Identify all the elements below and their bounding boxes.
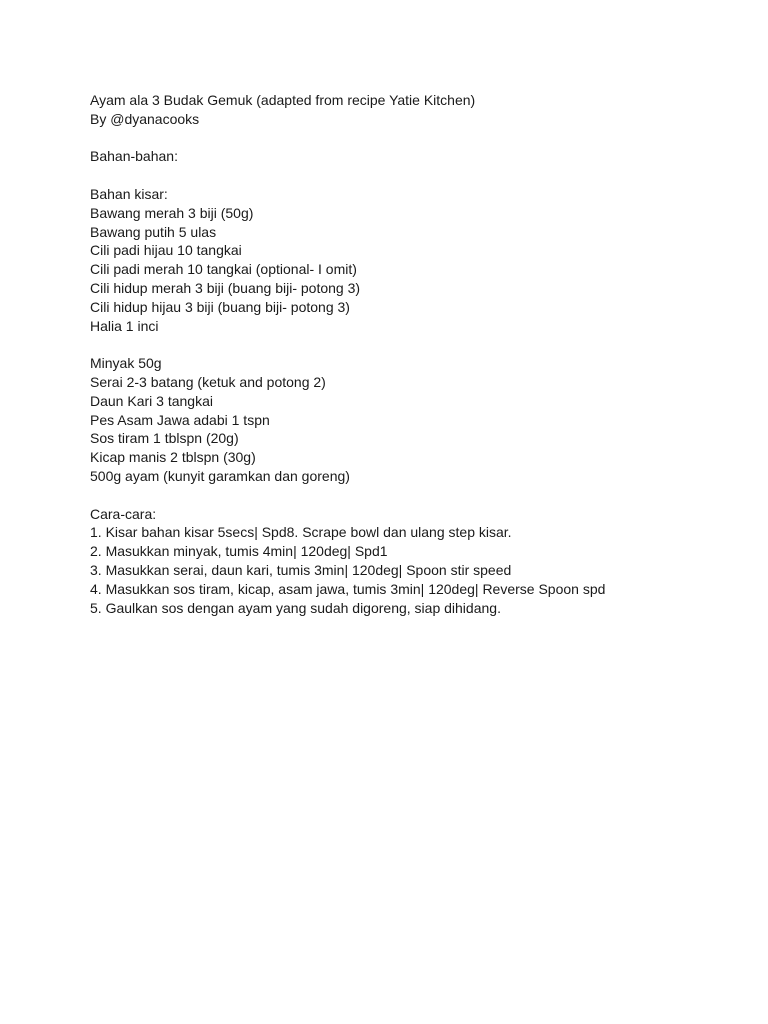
ingredient-item: Pes Asam Jawa adabi 1 tspn [90,411,270,428]
spacer [90,129,750,148]
blend-item: Bawang merah 3 biji (50g) [90,204,254,221]
blend-item: Cili hidup merah 3 biji (buang biji- potong 3) [90,279,361,296]
spacer [90,166,750,185]
method-heading: Cara-cara: [90,505,157,522]
spacer [90,335,750,354]
blend-item: Cili padi hijau 10 tangkai [90,242,242,259]
ingredient-item: Sos tiram 1 tblspn (20g) [90,430,239,447]
recipe-author: By @dyanacooks [90,110,200,127]
recipe-title: Ayam ala 3 Budak Gemuk (adapted from recipe Yatie Kitchen) [90,92,476,108]
ingredient-item: Minyak 50g [90,355,162,372]
recipe-document [90,91,750,617]
method-step: 4. Masukkan sos tiram, kicap, asam jawa, tumis 3min| 120deg| Reverse Spoon spd [90,580,606,597]
blend-heading: Bahan kisar: [90,185,168,202]
blend-item: Cili padi merah 10 tangkai (optional- I omit) [90,261,357,278]
blend-item: Bawang putih 5 ulas [90,223,217,240]
blend-item: Cili hidup hijau 3 biji (buang biji- potong 3) [90,298,350,315]
blend-item: Halia 1 inci [90,317,159,334]
method-step: 1. Kisar bahan kisar 5secs| Spd8. Scrape bowl dan ulang step kisar. [90,524,512,541]
method-step: 5. Gaulkan sos dengan ayam yang sudah digoreng, siap dihidang. [90,599,501,616]
ingredients-heading: Bahan-bahan: [90,148,178,165]
spacer [90,486,750,505]
ingredient-item: Kicap manis 2 tblspn (30g) [90,449,256,466]
ingredient-item: Serai 2-3 batang (ketuk and potong 2) [90,373,326,390]
ingredient-item: Daun Kari 3 tangkai [90,392,213,409]
method-step: 2. Masukkan minyak, tumis 4min| 120deg| Spd1 [90,543,388,560]
method-step: 3. Masukkan serai, daun kari, tumis 3min| 120deg| Spoon stir speed [90,561,512,578]
ingredient-item: 500g ayam (kunyit garamkan dan goreng) [90,467,350,484]
